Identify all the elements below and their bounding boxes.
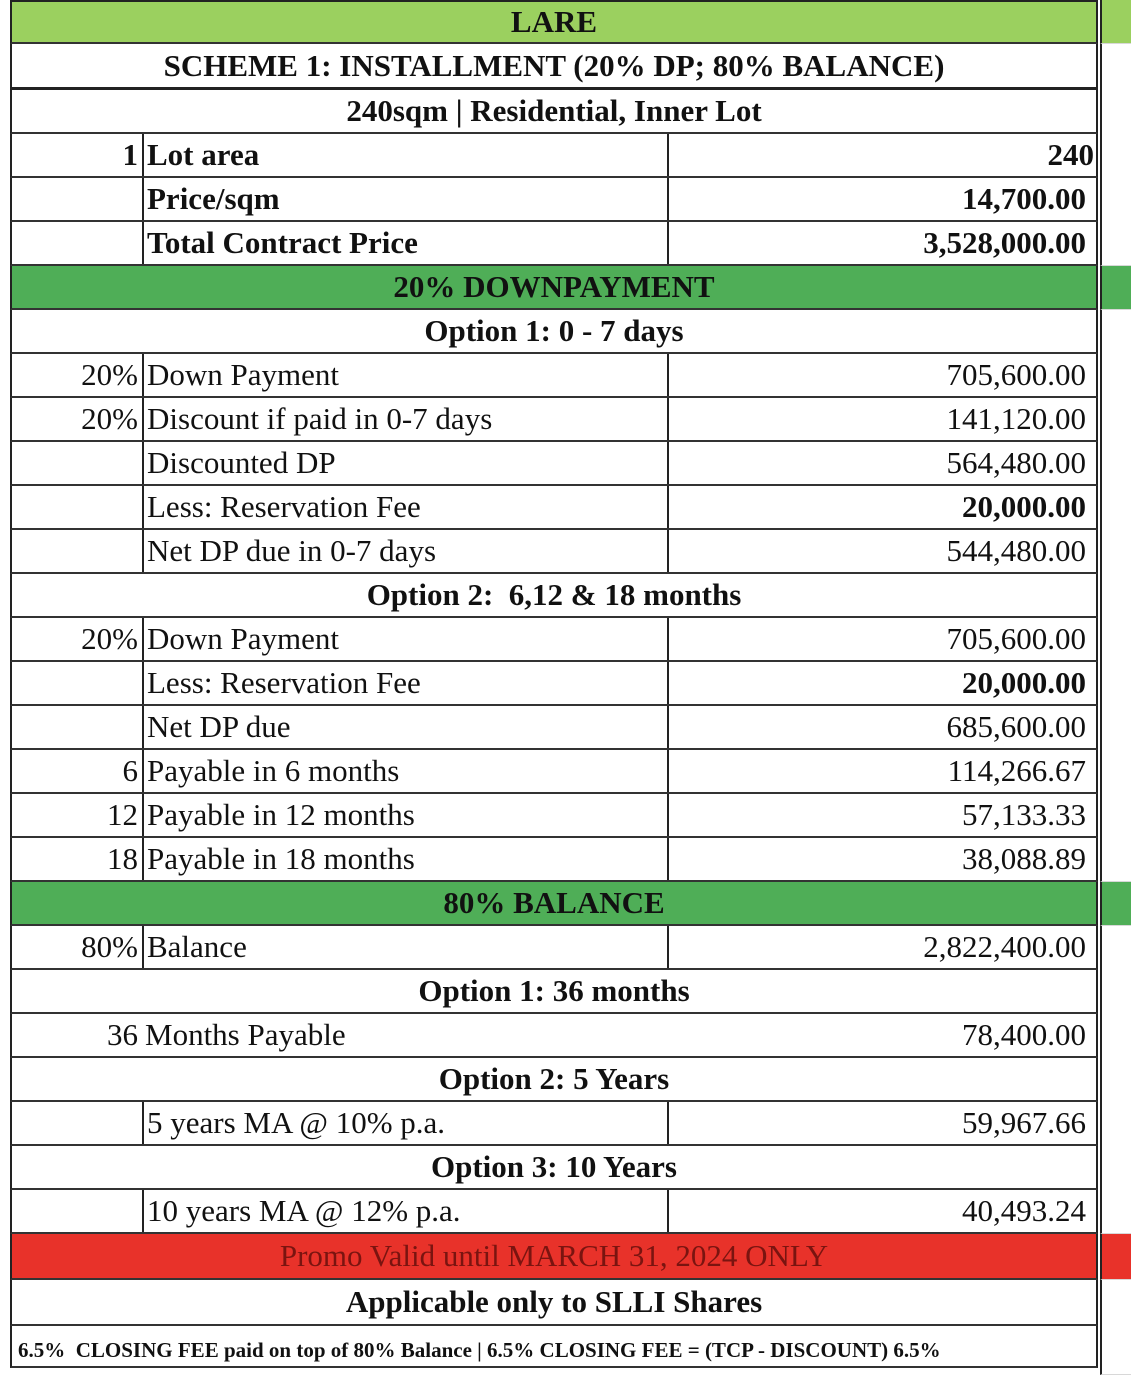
lot-desc-row bbox=[10, 90, 1098, 134]
strip-cell bbox=[1100, 310, 1131, 882]
dp-option1-row bbox=[10, 442, 1098, 486]
row-value: 705,600.00 bbox=[667, 618, 1096, 660]
dp-option1-row bbox=[10, 354, 1098, 398]
dp-option2-row bbox=[10, 750, 1098, 794]
row-value: 2,822,400.00 bbox=[667, 926, 1096, 968]
row-label: Total Contract Price bbox=[142, 222, 667, 264]
bal-option2-title: Option 2: 5 Years bbox=[438, 1061, 670, 1096]
dp-option2-title: Option 2: 6,12 & 18 months bbox=[366, 577, 742, 612]
strip-cell bbox=[1100, 0, 1131, 44]
strip-cell bbox=[1100, 926, 1131, 1234]
closing-fee-text: 6.5% CLOSING FEE paid on top of 80% Balance | 6.5% CLOSING FEE = (TCP - DISCOUNT) 6.5% bbox=[18, 1338, 941, 1362]
dp-option2-row bbox=[10, 662, 1098, 706]
dp-header-label: 20% DOWNPAYMENT bbox=[393, 269, 715, 304]
row-label: Months Payable bbox=[145, 1017, 346, 1052]
dp-option2-row bbox=[10, 838, 1098, 882]
dp-option2-row bbox=[10, 794, 1098, 838]
row-number: 20% bbox=[81, 357, 138, 392]
row-value: 705,600.00 bbox=[667, 354, 1096, 396]
dp-section-header bbox=[10, 266, 1098, 310]
row-number: 1 bbox=[122, 137, 138, 172]
row-label: Discount if paid in 0-7 days bbox=[142, 398, 667, 440]
row-value: 20,000.00 bbox=[667, 486, 1096, 528]
row-label: 5 years MA @ 10% p.a. bbox=[142, 1102, 667, 1144]
row-value: 141,120.00 bbox=[667, 398, 1096, 440]
row-value: 14,700.00 bbox=[667, 178, 1096, 220]
strip-cell bbox=[1100, 882, 1131, 926]
applicable-text: Applicable only to SLLI Shares bbox=[345, 1284, 763, 1319]
scheme-row bbox=[10, 44, 1098, 90]
row-number: 36 bbox=[107, 1017, 138, 1052]
lot-area-row bbox=[10, 134, 1098, 178]
row-value: 38,088.89 bbox=[667, 838, 1096, 880]
bal-option1-title-row bbox=[10, 970, 1098, 1014]
row-label: Down Payment bbox=[142, 618, 667, 660]
balance-row bbox=[10, 926, 1098, 970]
row-value: 564,480.00 bbox=[667, 442, 1096, 484]
dp-option2-title-row bbox=[10, 574, 1098, 618]
dp-option1-row bbox=[10, 530, 1098, 574]
row-number: 12 bbox=[107, 797, 138, 832]
strip-cell bbox=[1100, 1234, 1131, 1280]
row-value: 3,528,000.00 bbox=[667, 222, 1096, 264]
bal-option3-title-row bbox=[10, 1146, 1098, 1190]
bal-option3-title: Option 3: 10 Years bbox=[431, 1149, 677, 1184]
balance-header-label: 80% BALANCE bbox=[443, 885, 665, 920]
sheet-title: LARE bbox=[510, 4, 598, 39]
dp-option1-row bbox=[10, 398, 1098, 442]
row-number: 20% bbox=[81, 401, 138, 436]
bal-option3-row bbox=[10, 1190, 1098, 1234]
row-label: Payable in 12 months bbox=[142, 794, 667, 836]
row-label: Payable in 6 months bbox=[142, 750, 667, 792]
dp-option1-row bbox=[10, 486, 1098, 530]
bal-option1-title: Option 1: 36 months bbox=[418, 973, 690, 1008]
strip-cell bbox=[1100, 44, 1131, 266]
promo-row bbox=[10, 1234, 1098, 1280]
applicable-row bbox=[10, 1280, 1098, 1326]
adjacent-column-strip bbox=[1100, 0, 1131, 1375]
row-value: 78,400.00 bbox=[962, 1017, 1086, 1052]
title-row bbox=[10, 0, 1098, 44]
dp-option2-row bbox=[10, 706, 1098, 750]
bal-option2-title-row bbox=[10, 1058, 1098, 1102]
balance-section-header bbox=[10, 882, 1098, 926]
row-label: Discounted DP bbox=[142, 442, 667, 484]
row-label: Price/sqm bbox=[142, 178, 667, 220]
strip-cell bbox=[1100, 266, 1131, 310]
price-sqm-row bbox=[10, 178, 1098, 222]
row-label: Net DP due in 0-7 days bbox=[142, 530, 667, 572]
scheme-title: SCHEME 1: INSTALLMENT (20% DP; 80% BALANCE) bbox=[163, 47, 945, 83]
row-number: 20% bbox=[81, 621, 138, 656]
row-number: 6 bbox=[122, 753, 138, 788]
dp-option1-title-row bbox=[10, 310, 1098, 354]
row-number: 80% bbox=[81, 929, 138, 964]
row-number: 18 bbox=[107, 841, 138, 876]
dp-option2-row bbox=[10, 618, 1098, 662]
row-label: Lot area bbox=[142, 134, 667, 176]
row-value: 114,266.67 bbox=[667, 750, 1096, 792]
promo-text: Promo Valid until MARCH 31, 2024 ONLY bbox=[279, 1238, 829, 1273]
row-value: 20,000.00 bbox=[667, 662, 1096, 704]
row-label: Less: Reservation Fee bbox=[142, 486, 667, 528]
dp-option1-title: Option 1: 0 - 7 days bbox=[424, 313, 684, 348]
tcp-row bbox=[10, 222, 1098, 266]
strip-cell bbox=[1100, 1280, 1131, 1375]
row-value: 59,967.66 bbox=[667, 1102, 1096, 1144]
row-value: 685,600.00 bbox=[667, 706, 1096, 748]
row-label: 10 years MA @ 12% p.a. bbox=[142, 1190, 667, 1232]
bal-option2-row bbox=[10, 1102, 1098, 1146]
row-value: 57,133.33 bbox=[667, 794, 1096, 836]
row-value: 40,493.24 bbox=[667, 1190, 1096, 1232]
row-value: 544,480.00 bbox=[667, 530, 1096, 572]
lot-description: 240sqm | Residential, Inner Lot bbox=[346, 93, 762, 128]
row-label: Balance bbox=[142, 926, 667, 968]
bal-option1-row bbox=[10, 1014, 1098, 1058]
row-label: Less: Reservation Fee bbox=[142, 662, 667, 704]
closing-fee-row bbox=[10, 1326, 1098, 1368]
row-label: Down Payment bbox=[142, 354, 667, 396]
row-value: 240 bbox=[667, 134, 1096, 176]
row-label: Payable in 18 months bbox=[142, 838, 667, 880]
row-label: Net DP due bbox=[142, 706, 667, 748]
